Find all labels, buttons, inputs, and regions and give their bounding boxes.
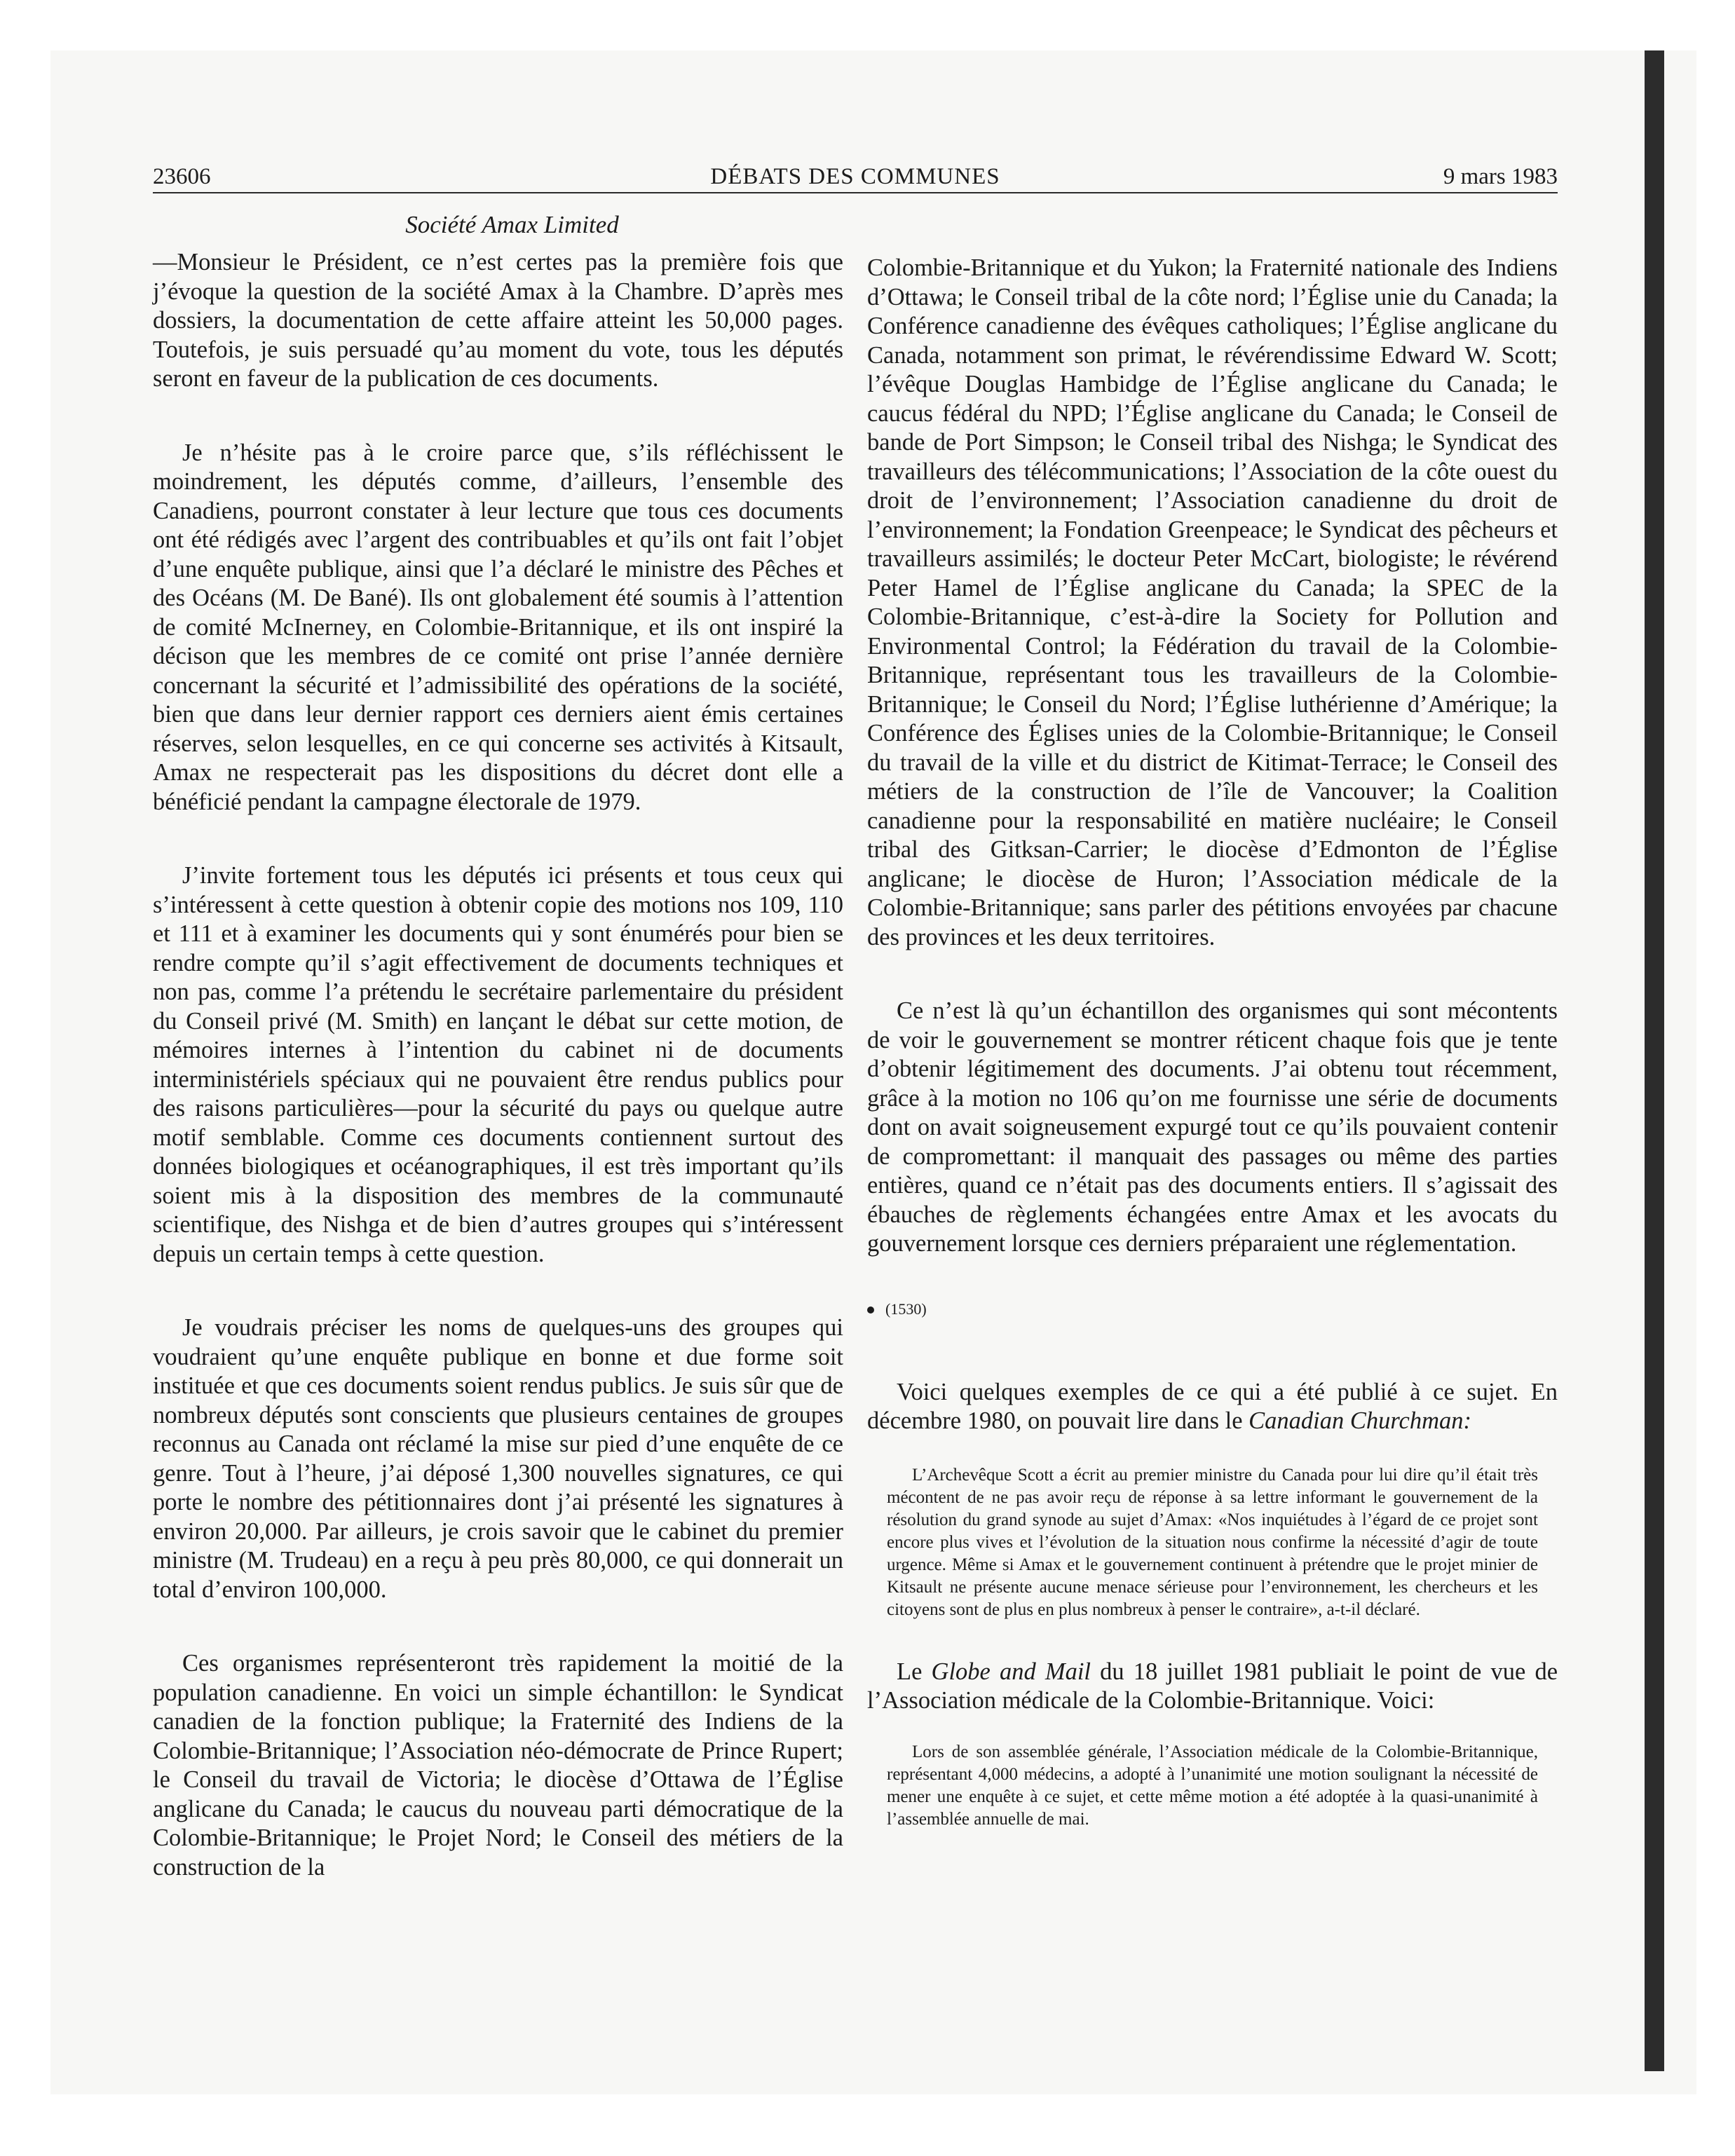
right-column <box>867 254 1558 1867</box>
paragraph <box>867 1378 1558 1436</box>
paragraph: Je n’hésite pas à le croire parce que, s’ils réfléchissent le moindrement, les députés comme, d’ailleurs, l’ensemble des Canadiens, pourront constater à leur lecture que tous ces documents ont été rédigés avec l’argent des contribuables et qu’ils ont fait l’objet d’une enquête publique, ainsi que l’a déclaré le ministre des Pêches et des Océans (M. De Bané). Ils ont globalement été soumis à l’attention de comité McInerney, en Colombie-Britannique, et ils ont inspiré la décison que les membres de ce comité ont prise l’année dernière concernant la sécurité et l’admissibilité des opérations de la société, bien que dans leur dernier rapport ces derniers aient émis certaines réserves, selon lesquelles, en ce qui concerne ses activités à Kitsault, Amax ne respecterait pas les dispositions du décret dont elle a bénéficié pendant la campagne électorale de 1979. <box>153 439 843 815</box>
bullet-icon <box>867 1306 874 1314</box>
block-quote: L’Archevêque Scott a écrit au premier ministre du Canada pour lui dire qu’il était très mécontent de ne pas avoir reçu de réponse à sa lettre informant le gouvernement de la résolution du grand synode au sujet d’Amax: «Nos inquiétudes à l’égard de ce projet sont encore plus vives et l’évolution de la situation nous confirme la nécessité d’agir de toute urgence. Même si Amax et le gouvernement continuent à prétendre que le projet minier de Kitsault ne présente aucune menace sérieuse pour l’environnement, les chercheurs et les citoyens sont de plus en plus nombreux à penser le contraire», a-t-il déclaré. <box>887 1465 1538 1619</box>
publication-name: Canadian Churchman: <box>1248 1407 1472 1434</box>
header-rule <box>153 192 1558 193</box>
publication-title: DÉBATS DES COMMUNES <box>710 164 1000 189</box>
paragraph: Je voudrais préciser les noms de quelques-uns des groupes qui voudraient qu’une enquête publique en bonne et due forme soit instituée et que ces documents soient rendus publics. Je suis sûr que de nombreux députés sont conscients que plusieurs centaines de groupes reconnus au Canada ont réclamé la mise sur pied d’une enquête de ce genre. Tout à l’heure, j’ai déposé 1,300 nouvelles signatures, ce qui porte le nombre des pétitionnaires dont j’ai présenté les signatures à environ 20,000. Par ailleurs, je crois savoir que le cabinet du premier ministre (M. Trudeau) en a reçu à peu près 80,000, ce qui donnerait un total d’environ 100,000. <box>153 1314 843 1603</box>
header-date: 9 mars 1983 <box>1443 164 1558 189</box>
paragraph: Ce n’est là qu’un échantillon des organismes qui sont mécontents de voir le gouvernement se montrer réticent chaque fois que je tente d’obtenir légitimement des documents. J’ai obtenu tout récemment, grâce à la motion no 106 qu’on me fournisse une série de documents dont on avait soigneusement expurgé tout ce qu’ils pouvaient contenir de compromettant: il manquait des passages ou même des parties entières, quand ce n’était pas des documents entiers. Il s’agissait des ébauches de règlements échangées entre Amax et les avocats du gouvernement lorsque ces derniers préparaient une réglementation. <box>867 997 1558 1257</box>
paragraph <box>867 1658 1558 1716</box>
paragraph-text: Voici quelques exemples de ce qui a été publié à ce sujet. En décembre 1980, on pouvait lire dans le <box>867 1378 1558 1434</box>
page-number: 23606 <box>153 164 211 189</box>
running-header <box>153 158 1558 188</box>
paragraph: J’invite fortement tous les députés ici présents et tous ceux qui s’intéressent à cette question à obtenir copie des motions nos 109, 110 et 111 et à examiner les documents qui y sont énumérés pour bien se rendre compte qu’il s’agit effectivement de documents techniques et non pas, comme l’a prétendu le secrétaire parlementaire du président du Conseil privé (M. Smith) en lançant le débat sur cette motion, de mémoires internes à l’intention du cabinet ni de documents interministériels spéciaux qui ne pouvaient être rendus publics pour des raisons particulières—pour la sécurité du pays ou quelque autre motif semblable. Comme ces documents contiennent surtout des données biologiques et océanographiques, il est très important qu’ils soient mis à la disposition des membres de la communauté scientifique, des Nishga et de bien d’autres groupes qui s’intéressent depuis un certain temps à cette question. <box>153 862 843 1267</box>
paragraph: Ces organismes représenteront très rapidement la moitié de la population canadienne. En voici un simple échantillon: le Syndicat canadien de la fonction publique; la Fraternité des Indiens de la Colombie-Britannique; l’Association néo-démocrate de Prince Rupert; le Conseil du travail de Victoria; le diocèse d’Ottawa de l’Église anglicane du Canada; le caucus du nouveau parti démocratique de la Colombie-Britannique; le Projet Nord; le Conseil des métiers de la construction de la <box>153 1650 843 1881</box>
time-marker <box>867 1299 1558 1319</box>
time-marker-text: (1530) <box>885 1299 927 1318</box>
publication-name: Globe and Mail <box>931 1658 1091 1685</box>
paragraph: Colombie-Britannique et du Yukon; la Fraternité nationale des Indiens d’Ottawa; le Conseil tribal de la côte nord; l’Église unie du Canada; la Conférence canadienne des évêques catholiques; l’Église anglicane du Canada, notamment son primat, le révérendissime Edward W. Scott; l’évêque Douglas Hambidge de l’Église anglicane du Canada; le caucus fédéral du NPD; l’Église anglicane du Canada; le Conseil de bande de Port Simpson; le Conseil tribal des Nishga; le Syndicat des travailleurs des télécommunications; l’Association de la côte ouest du droit de l’environnement; l’Association canadienne du droit de l’environnement; la Fondation Greenpeace; le Syndicat des pêcheurs et travailleurs assimilés; le docteur Peter McCart, biologiste; le révérend Peter Hamel de l’Église anglicane du Canada; la SPEC de la Colombie-Britannique, c’est-à-dire la Society for Pollution and Environmental Control; la Fédération du travail de la Colombie-Britannique, représentant tous les travailleurs de la Colombie-Britannique; le Conseil du Nord; l’Église luthérienne d’Amérique; la Conférence des Églises unies de la Colombie-Britannique; le Conseil du travail de la ville et du district de Kitimat-Terrace; le Conseil des métiers de la construction de l’île de Vancouver; la Coalition canadienne pour la responsabilité en matière nucléaire; le Conseil tribal des Gitksan-Carrier; le diocèse d’Edmonton de l’Église anglicane; le diocèse de Huron; l’Association médicale de la Colombie-Britannique; sans parler des pétitions envoyées par chacune des provinces et les deux territoires. <box>867 254 1558 950</box>
paragraph-text: Le <box>897 1658 932 1685</box>
scan-edge-bar <box>1645 50 1664 2071</box>
block-quote: Lors de son assemblée générale, l’Association médicale de la Colombie-Britannique, représentant 4,000 médecins, a adopté à l’unanimité une motion soulignant la nécessité de mener une enquête à ce sujet, et cette même motion a été adoptée à la quasi-unanimité à l’assemblée annuelle de mai. <box>887 1742 1538 1829</box>
paragraph-text: du 18 juillet 1981 publiait le point de vue de l’Association médicale de la Colombie-Britannique. Voici: <box>867 1658 1558 1714</box>
paragraph: —Monsieur le Président, ce n’est certes pas la première fois que j’évoque la question de la société Amax à la Chambre. D’après mes dossiers, la documentation de cette affaire atteint les 50,000 pages. Toutefois, je suis persuadé qu’au moment du vote, tous les députés seront en faveur de la publication de ces documents. <box>153 249 843 392</box>
left-column <box>153 210 843 1927</box>
section-title: Société Amax Limited <box>405 211 619 238</box>
